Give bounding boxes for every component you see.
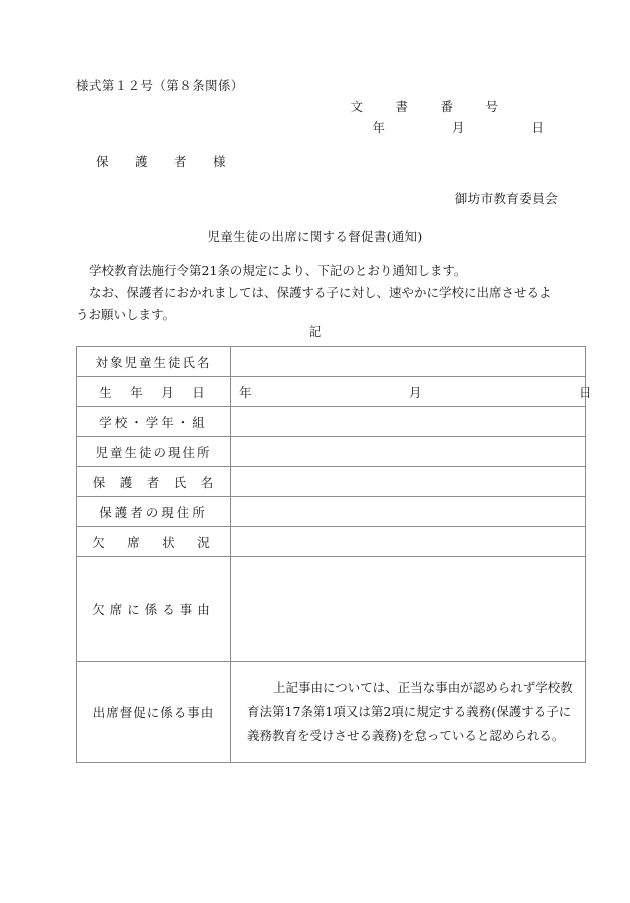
- row-value-urging-reason[interactable]: [231, 662, 586, 763]
- table-row: [77, 662, 586, 763]
- table-row: [77, 347, 586, 377]
- issuer-line: 御坊市教育委員会: [454, 191, 558, 206]
- row-label-urging-reason: [77, 662, 231, 763]
- table-row: [77, 467, 586, 497]
- row-label-birthdate: [77, 377, 231, 407]
- ki-mark: 記: [308, 324, 322, 339]
- label-text: 生 年 月 日: [99, 384, 208, 400]
- row-value-absence-status[interactable]: [231, 527, 586, 557]
- label-text: 保 護 者 氏 名: [92, 474, 215, 490]
- row-label-student-name: [77, 347, 231, 377]
- row-label-guardian-name: [77, 467, 231, 497]
- document-number-label: 文 書 番 号: [350, 99, 508, 114]
- page-title: 児童生徒の出席に関する督促書(通知): [207, 229, 423, 244]
- body-paragraph-1: 学校教育法施行令第21条の規定により、下記のとおり通知します。: [89, 263, 467, 278]
- label-text: 児童生徒の現住所: [95, 444, 212, 460]
- document-date-label: 年 月 日: [372, 120, 558, 135]
- table-row: [77, 527, 586, 557]
- row-value-school-grade-class[interactable]: [231, 407, 586, 437]
- label-text: 欠 席 状 況: [92, 534, 215, 550]
- row-value-birthdate[interactable]: [231, 377, 622, 407]
- label-text: 対象児童生徒氏名: [95, 354, 212, 370]
- addressee-line: 保 護 者 様: [96, 154, 233, 169]
- label-text: 欠席に係る事由: [92, 602, 215, 617]
- row-value-guardian-name[interactable]: [231, 467, 586, 497]
- row-value-student-address[interactable]: [231, 437, 586, 467]
- row-value-absence-reason[interactable]: [231, 557, 586, 662]
- row-label-student-address: [77, 437, 231, 467]
- table-row: [77, 377, 586, 407]
- table-row: [77, 497, 586, 527]
- body-text: [76, 260, 554, 326]
- birthdate-blanks: 年 月 日: [239, 384, 622, 400]
- row-label-school-grade-class: [77, 407, 231, 437]
- table-row: [77, 557, 586, 662]
- row-value-guardian-address[interactable]: [231, 497, 586, 527]
- notice-table: [76, 346, 622, 763]
- table-row: [77, 437, 586, 467]
- label-text: 保護者の現住所: [99, 504, 208, 520]
- label-text: 学校・学年・組: [99, 414, 208, 430]
- urging-reason-text: 上記事由については、正当な事由が認められず学校教育法第17条第1項又は第2項に規定する義務(保護する子に義務教育を受けさせる義務)を怠っていると認められる。: [247, 680, 573, 743]
- row-value-student-name[interactable]: [231, 347, 586, 377]
- document-number-block: [350, 96, 558, 138]
- row-label-absence-status: [77, 527, 231, 557]
- form-number: 様式第１２号（第８条関係）: [76, 78, 244, 93]
- body-paragraph-2: なお、保護者におかれましては、保護する子に対し、速やかに学校に出席させるようお願いします。: [76, 285, 552, 322]
- table-row: [77, 407, 586, 437]
- row-label-guardian-address: [77, 497, 231, 527]
- label-text: 出席督促に係る事由: [92, 705, 215, 720]
- row-label-absence-reason: [77, 557, 231, 662]
